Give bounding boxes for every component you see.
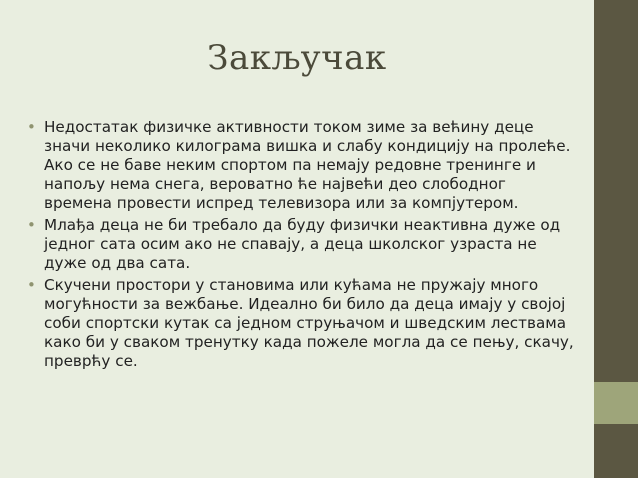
bullet-text: Недостатак физичке активности током зиме за већину деце значи неколико килограма вишка и слабу кондицију на пролеће. Ако се не баве неким спортом па немају редовне тренинге и напољу нема снега, вероватно ће највећи део слободног времена провести испред телевизора или за компјутером.	[44, 118, 571, 212]
list-item	[27, 216, 575, 273]
bullet-icon: •	[27, 276, 36, 294]
bullet-icon: •	[27, 216, 36, 234]
slide-title: Закључак	[207, 38, 387, 78]
list-item	[27, 276, 575, 371]
bullet-text: Скучени простори у становима или кућама не пружају много могућности за вежбање. Идеално би било да деца имају у својој соби спортски кутак са једном струњачом и шведским лествама како би у сваком тренутку када пожеле могла да се пењу, скачу, преврћу се.	[44, 276, 574, 370]
bullet-icon: •	[27, 118, 36, 136]
bullet-list	[27, 118, 575, 374]
sidebar-accent-block	[594, 382, 638, 424]
list-item	[27, 118, 575, 213]
bullet-text: Млађа деца не би требало да буду физички неактивна дуже од једног сата осим ако не спавају, а деца школског узраста не дуже од два сата.	[44, 216, 561, 272]
